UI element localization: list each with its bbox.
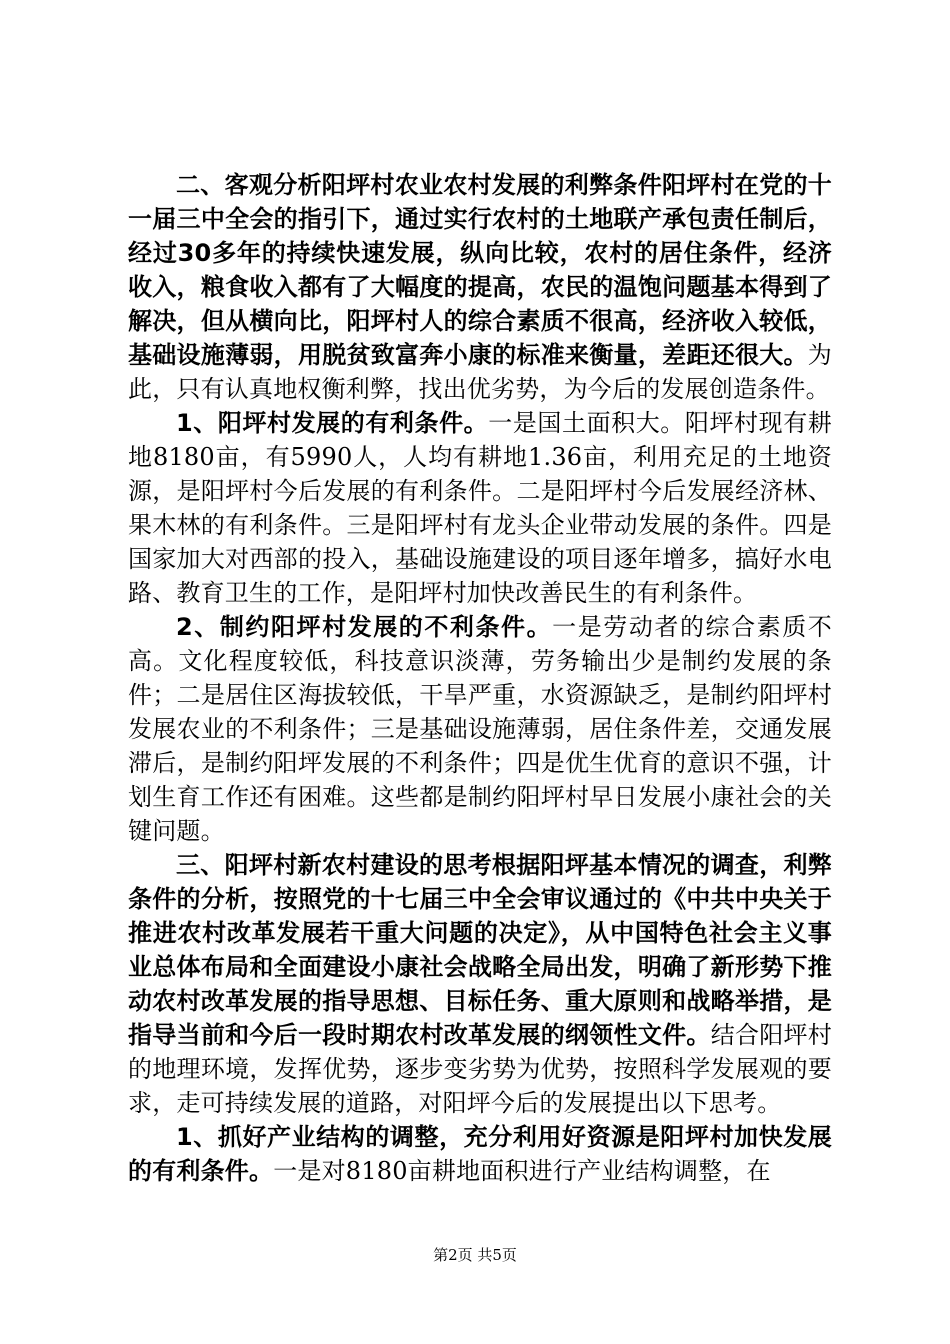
paragraph-lead: 1、阳坪村发展的有利条件。	[176, 409, 489, 437]
paragraph-lead: 三、阳坪村新农村建设的思考根据阳坪基本情况的调查，利弊条件的分析，按照党的十七届三中全会审议通过的《中共中央关于推进农村改革发展若干重大问题的决定》，从中国特色社会主义事业总体布局和全面建设小康社会战略全局出发，明确了新形势下推动农村改革发展的指导思想、目标任务、重大原则和战略举措，是指导当前和今后一段时期农村改革发展的纲领性文件。	[128, 851, 832, 1049]
paragraph-lead: 二、客观分析阳坪村农业农村发展的利弊条件阳坪村在党的十一届三中全会的指引下，通过实行农村的土地联产承包责任制后，经过30多年的持续快速发展，纵向比较，农村的居住条件，经济收入，粮食收入都有了大幅度的提高，农民的温饱问题基本得到了解决，但从横向比，阳坪村人的综合素质不很高，经济收入较低，基础设施薄弱，用脱贫致富奔小康的标准来衡量，差距还很大。	[128, 171, 832, 369]
paragraph-industry-structure	[128, 1120, 832, 1188]
paragraph-text: 一是对8180亩耕地面积进行产业结构调整，在	[273, 1157, 771, 1185]
paragraph-lead: 1、抓好产业结构的调整，充分利用好资源是阳坪村加快发展的有利条件。	[128, 1123, 832, 1185]
paragraph-favorable-conditions	[128, 406, 832, 610]
page-number: 第2页 共5页	[433, 1246, 517, 1264]
document-body	[128, 168, 832, 1188]
paragraph-section-two	[128, 168, 832, 406]
paragraph-text: 结合阳坪村的地理环境，发挥优势，逐步变劣势为优势，按照科学发展观的要求，走可持续发展的道路，对阳坪今后的发展提出以下思考。	[128, 1021, 832, 1117]
paragraph-lead: 2、制约阳坪村发展的不利条件。	[176, 613, 553, 641]
page-footer	[0, 1244, 950, 1265]
paragraph-section-three	[128, 848, 832, 1120]
paragraph-unfavorable-conditions	[128, 610, 832, 848]
paragraph-text: 为此，只有认真地权衡利弊，找出优劣势，为今后的发展创造条件。	[128, 341, 832, 403]
paragraph-text: 一是国土面积大。阳坪村现有耕地8180亩，有5990人，人均有耕地1.36亩，利用充足的土地资源，是阳坪村今后发展的有利条件。二是阳坪村今后发展经济林、果木林的有利条件。三是阳坪村有龙头企业带动发展的条件。四是国家加大对西部的投入，基础设施建设的项目逐年增多，搞好水电路、教育卫生的工作，是阳坪村加快改善民生的有利条件。	[128, 409, 832, 607]
paragraph-text: 一是劳动者的综合素质不高。文化程度较低，科技意识淡薄，劳务输出少是制约发展的条件；二是居住区海拔较低，干旱严重，水资源缺乏，是制约阳坪村发展农业的不利条件；三是基础设施薄弱，居住条件差，交通发展滞后，是制约阳坪发展的不利条件；四是优生优育的意识不强，计划生育工作还有困难。这些都是制约阳坪村早日发展小康社会的关键问题。	[128, 613, 832, 845]
